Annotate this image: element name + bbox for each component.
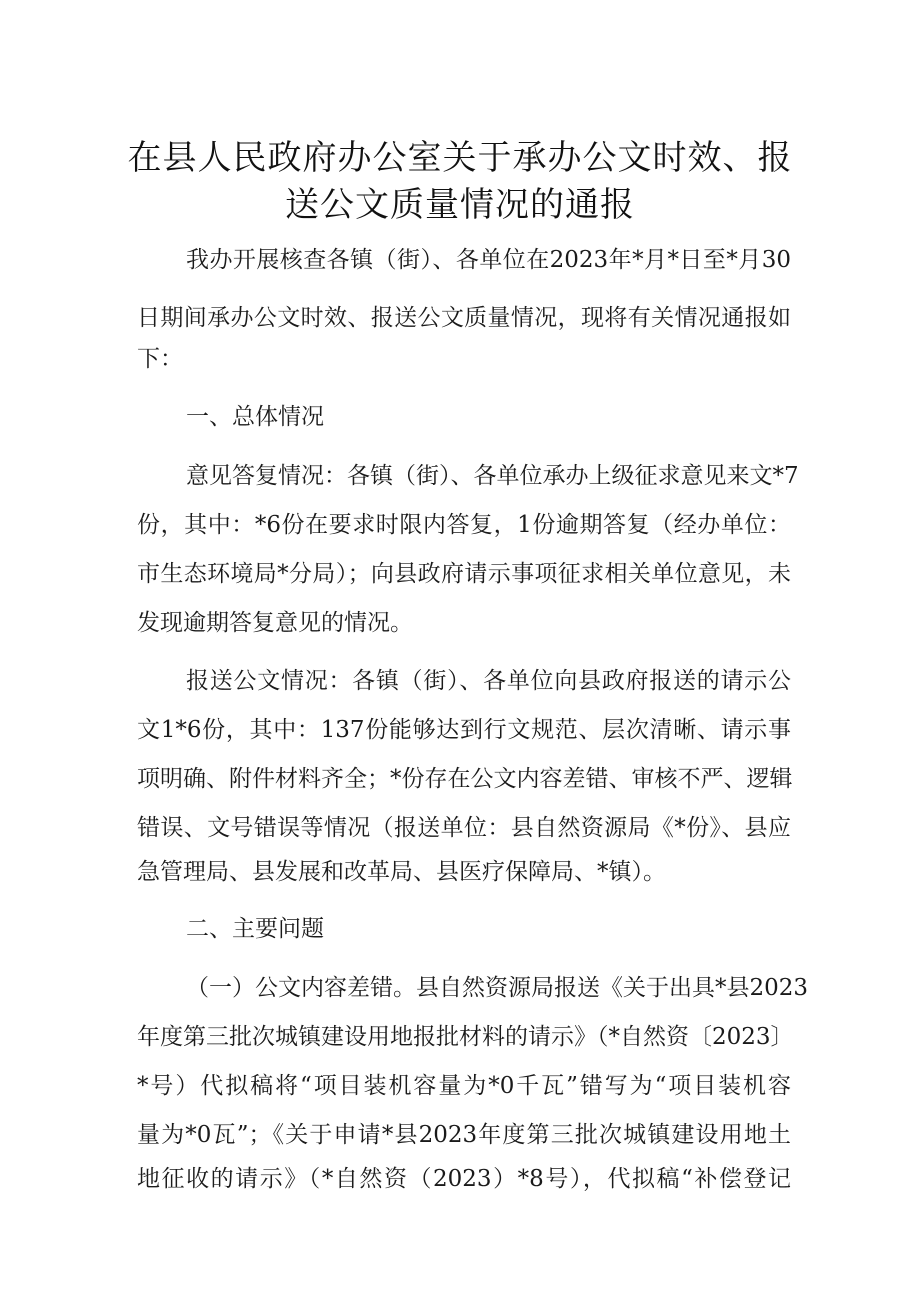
issue-1-line-2: 年度第三批次城镇建设用地报批材料的请示》（*自然资〔2023〕	[137, 1024, 794, 1050]
submission-line-3: 项明确、附件材料齐全；*份存在公文内容差错、审核不严、逻辑	[137, 766, 793, 792]
opinion-reply-line-2: 份，其中：*6份在要求时限内答复，1份逾期答复（经办单位：	[137, 512, 791, 538]
section-1-heading: 一、总体情况	[186, 404, 324, 430]
issue-1-line-4: 量为*0瓦”；《关于申请*县2023年度第三批次城镇建设用地土	[137, 1122, 791, 1148]
document-title-line-1: 在县人民政府办公室关于承办公文时效、报	[127, 138, 793, 178]
document-title-line-2: 送公文质量情况的通报	[285, 185, 635, 225]
submission-line-5: 急管理局、县发展和改革局、县医疗保障局、*镇）。	[137, 859, 666, 885]
submission-line-1: 报送公文情况：各镇（街）、各单位向县政府报送的请示公	[186, 668, 791, 694]
issue-1-line-1: （一）公文内容差错。县自然资源局报送《关于出具*县2023	[186, 975, 809, 1001]
submission-line-2: 文1*6份，其中：137份能够达到行文规范、层次清晰、请示事	[137, 717, 791, 743]
opinion-reply-line-4: 发现逾期答复意见的情况。	[137, 610, 413, 636]
intro-line-3: 下：	[137, 346, 183, 372]
opinion-reply-line-3: 市生态环境局*分局）；向县政府请示事项征求相关单位意见，未	[137, 561, 791, 587]
intro-line-2: 日期间承办公文时效、报送公文质量情况，现将有关情况通报如	[137, 305, 791, 331]
issue-1-line-3: *号）代拟稿将“项目装机容量为*0千瓦”错写为“项目装机容	[137, 1073, 791, 1099]
section-2-heading: 二、主要问题	[186, 916, 324, 942]
submission-line-4: 错误、文号错误等情况（报送单位：县自然资源局《*份》、县应	[137, 815, 791, 841]
opinion-reply-line-1: 意见答复情况：各镇（街）、各单位承办上级征求意见来文*7	[186, 463, 799, 489]
issue-1-line-5: 地征收的请示》（*自然资（2023）*8号），代拟稿“补偿登记	[137, 1166, 791, 1192]
intro-line-1: 我办开展核查各镇（街）、各单位在2023年*月*日至*月30	[186, 247, 791, 273]
